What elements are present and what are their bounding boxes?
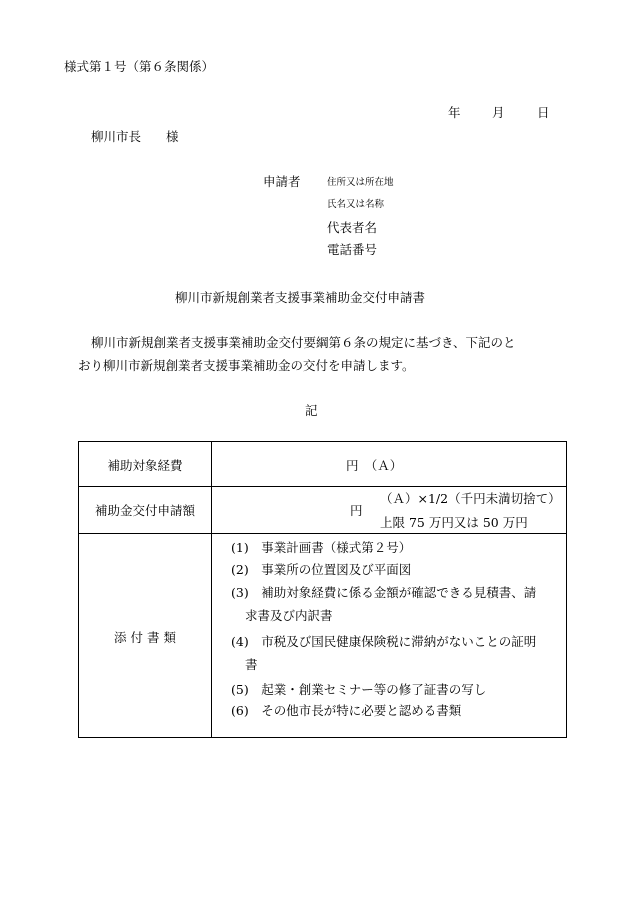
addressee: 柳川市長 様 — [91, 129, 179, 144]
application-table — [78, 441, 567, 738]
attachment-item: (4) 市税及び国民健康保険税に滞納がないことの証明 — [231, 634, 537, 649]
table-divider — [79, 533, 566, 534]
attachment-item-continued: 書 — [245, 657, 258, 672]
row-requested-amount-note-1: （Ａ）×1/2（千円未満切捨て） — [380, 491, 561, 506]
attachment-item: (1) 事業計画書（様式第２号） — [231, 540, 412, 555]
row-subsidy-expense-value: 円 （Ａ） — [346, 458, 403, 473]
table-column-divider — [211, 442, 212, 737]
date-month: 月 — [492, 105, 505, 120]
row-requested-amount-yen: 円 — [350, 503, 363, 518]
attachment-item: (5) 起業・創業セミナー等の修了証書の写し — [231, 682, 487, 697]
row-subsidy-expense-label: 補助対象経費 — [107, 458, 183, 473]
applicant-representative-label: 代表者名 — [327, 220, 378, 235]
date-line — [448, 103, 550, 121]
applicant-address-label: 住所又は所在地 — [327, 177, 394, 188]
body-line-1: 柳川市新規創業者支援事業補助金交付要綱第６条の規定に基づき、下記のと — [91, 335, 516, 350]
ki-heading: 記 — [305, 403, 318, 418]
form-number: 様式第１号（第６条関係） — [64, 59, 215, 74]
applicant-phone-label: 電話番号 — [327, 242, 378, 257]
date-day: 日 — [537, 105, 550, 120]
row-requested-amount-note-2: 上限 75 万円又は 50 万円 — [380, 515, 528, 530]
date-year: 年 — [448, 105, 461, 120]
attachment-item: (3) 補助対象経費に係る金額が確認できる見積書、請 — [231, 585, 537, 600]
attachment-item: (2) 事業所の位置図及び平面図 — [231, 562, 412, 577]
applicant-name-label: 氏名又は名称 — [327, 199, 385, 210]
document-title: 柳川市新規創業者支援事業補助金交付申請書 — [175, 290, 426, 305]
attachment-item-continued: 求書及び内訳書 — [245, 608, 333, 623]
attachment-item: (6) その他市長が特に必要と認める書類 — [231, 703, 462, 718]
row-attachments-label: 添 付 書 類 — [114, 630, 176, 645]
table-divider — [79, 486, 566, 487]
row-requested-amount-label: 補助金交付申請額 — [94, 503, 195, 518]
applicant-label: 申請者 — [263, 174, 301, 189]
body-line-2: おり柳川市新規創業者支援事業補助金の交付を申請します。 — [78, 358, 415, 373]
